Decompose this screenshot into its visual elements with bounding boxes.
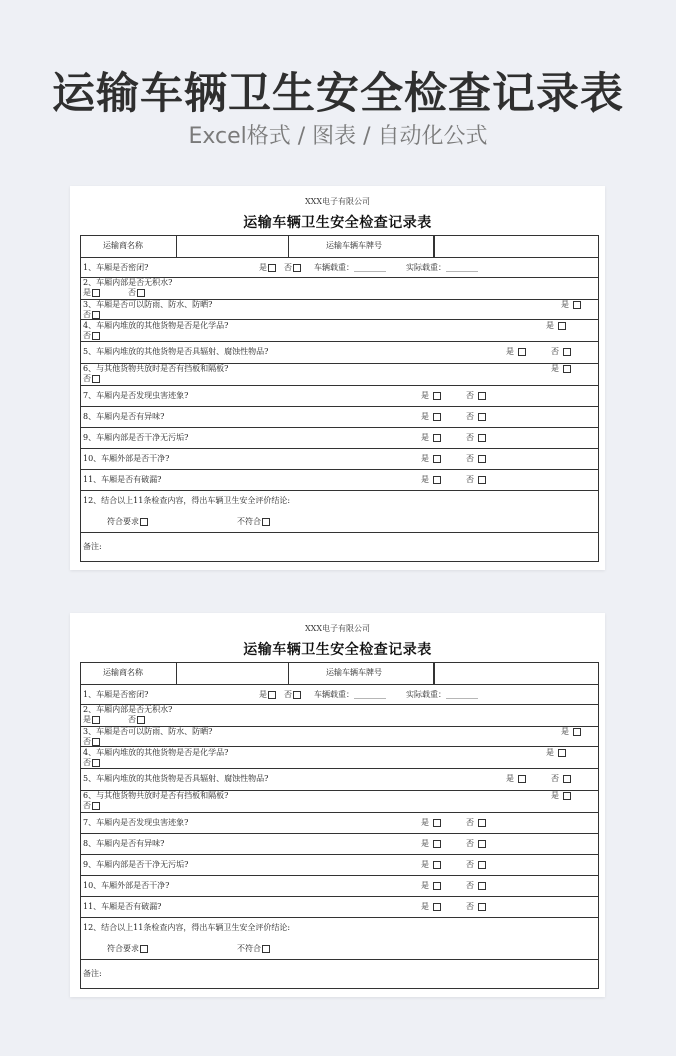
- carrier-label: 运输商名称: [103, 241, 143, 250]
- plate-label: 运输车辆车牌号: [326, 668, 382, 677]
- inspection-table: [80, 662, 599, 989]
- q11-no[interactable]: [466, 902, 486, 912]
- question-5: 5、车厢内堆放的其他货物是否具辐射、腐蚀性物品?: [83, 347, 269, 356]
- page-title: 运输车辆卫生安全检查记录表: [52, 69, 624, 119]
- question-1: 1、车厢是否密闭?: [83, 263, 149, 272]
- no-label: 否: [466, 881, 474, 890]
- question-11: 11、车厢是否有破漏?: [83, 475, 162, 484]
- q11-yes[interactable]: [421, 902, 441, 912]
- no-label: 否: [466, 433, 474, 442]
- question-6: 6、与其他货物共放时是否有挡板和隔板?: [83, 791, 229, 800]
- q8-yes[interactable]: [421, 839, 441, 849]
- q3-yes[interactable]: [561, 727, 581, 737]
- checkbox[interactable]: [478, 476, 486, 484]
- load-field[interactable]: 车辆载重：________: [314, 263, 386, 272]
- checkbox[interactable]: [433, 455, 441, 463]
- question-8: 8、车厢内是否有异味?: [83, 412, 165, 421]
- no-label: 否: [466, 412, 474, 421]
- not-meets-option[interactable]: [237, 944, 270, 954]
- question-12: 12、结合以上11条检查内容，得出车辆卫生安全评价结论:: [83, 923, 291, 932]
- q3-no[interactable]: [83, 310, 100, 320]
- yes-label: 是: [421, 391, 429, 400]
- question-3: 3、车厢是否可以防雨、防水、防晒?: [83, 727, 213, 736]
- plate-label: 运输车辆车牌号: [326, 241, 382, 250]
- checkbox[interactable]: [92, 311, 100, 319]
- yes-label: 是: [506, 347, 514, 356]
- q4-yes[interactable]: [546, 748, 566, 758]
- checkbox[interactable]: [478, 861, 486, 869]
- not-meets-option[interactable]: [237, 517, 270, 527]
- q6-yes[interactable]: [551, 364, 571, 374]
- q4-no[interactable]: [83, 331, 100, 341]
- question-11: 11、车厢是否有破漏?: [83, 902, 162, 911]
- checkbox[interactable]: [563, 348, 571, 356]
- checkbox[interactable]: [478, 455, 486, 463]
- question-4: 4、车厢内堆放的其他货物是否是化学品?: [83, 321, 229, 330]
- checkbox[interactable]: [140, 945, 148, 953]
- q2-no[interactable]: [128, 288, 145, 298]
- no-label: 否: [466, 391, 474, 400]
- checkbox[interactable]: [478, 903, 486, 911]
- q4-yes[interactable]: [546, 321, 566, 331]
- checkbox[interactable]: [92, 802, 100, 810]
- meets-option[interactable]: [107, 517, 148, 527]
- no-label: 否: [551, 347, 559, 356]
- checkbox[interactable]: [478, 434, 486, 442]
- question-7: 7、车厢内是否发现虫害迹象?: [83, 818, 189, 827]
- yes-label: 是: [546, 748, 554, 757]
- question-3: 3、车厢是否可以防雨、防水、防晒?: [83, 300, 213, 309]
- checkbox[interactable]: [262, 518, 270, 526]
- inspection-table: [80, 235, 599, 562]
- checkbox[interactable]: [563, 775, 571, 783]
- question-9: 9、车厢内部是否干净无污垢?: [83, 860, 189, 869]
- meets-label: 符合要求: [107, 944, 139, 953]
- no-label: 否: [466, 454, 474, 463]
- q2-yes[interactable]: [83, 288, 100, 298]
- yes-label: 是: [421, 475, 429, 484]
- q11-no[interactable]: [466, 475, 486, 485]
- q3-yes[interactable]: [561, 300, 581, 310]
- checkbox[interactable]: [92, 759, 100, 767]
- checkbox[interactable]: [558, 322, 566, 330]
- actual-load-field[interactable]: 实际载重：________: [406, 690, 478, 699]
- checkbox[interactable]: [563, 365, 571, 373]
- carrier-label: 运输商名称: [103, 668, 143, 677]
- question-12: 12、结合以上11条检查内容，得出车辆卫生安全评价结论:: [83, 496, 291, 505]
- remarks-label: 备注:: [83, 969, 102, 978]
- checkbox[interactable]: [558, 749, 566, 757]
- q10-yes[interactable]: [421, 454, 441, 464]
- checkbox[interactable]: [433, 392, 441, 400]
- q4-no[interactable]: [83, 758, 100, 768]
- yes-label: 是: [551, 791, 559, 800]
- page-subtitle: Excel格式 / 图表 / 自动化公式: [188, 124, 488, 149]
- meets-option[interactable]: [107, 944, 148, 954]
- checkbox[interactable]: [478, 413, 486, 421]
- checkbox[interactable]: [433, 476, 441, 484]
- no-label: 否: [284, 690, 292, 699]
- q7-yes[interactable]: [421, 391, 441, 401]
- checkbox[interactable]: [137, 716, 145, 724]
- checkbox[interactable]: [268, 691, 276, 699]
- form-title: 运输车辆卫生安全检查记录表: [243, 215, 432, 231]
- checkbox[interactable]: [92, 289, 100, 297]
- q6-yes[interactable]: [551, 791, 571, 801]
- q1-yes[interactable]: [259, 263, 276, 273]
- no-label: 否: [466, 860, 474, 869]
- company-name: XXX电子有限公司: [304, 197, 371, 206]
- yes-label: 是: [421, 839, 429, 848]
- no-label: 否: [466, 818, 474, 827]
- question-9: 9、车厢内部是否干净无污垢?: [83, 433, 189, 442]
- question-10: 10、车厢外部是否干净?: [83, 454, 170, 463]
- no-label: 否: [466, 475, 474, 484]
- no-label: 否: [466, 902, 474, 911]
- not-meets-label: 不符合: [237, 944, 261, 953]
- yes-label: 是: [83, 715, 91, 724]
- q5-yes[interactable]: [506, 774, 526, 784]
- q10-no[interactable]: [466, 454, 486, 464]
- checkbox[interactable]: [268, 264, 276, 272]
- q8-yes[interactable]: [421, 412, 441, 422]
- load-field[interactable]: 车辆载重：________: [314, 690, 386, 699]
- yes-label: 是: [421, 902, 429, 911]
- question-5: 5、车厢内堆放的其他货物是否具辐射、腐蚀性物品?: [83, 774, 269, 783]
- yes-label: 是: [561, 300, 569, 309]
- yes-label: 是: [421, 433, 429, 442]
- q3-no[interactable]: [83, 737, 100, 747]
- q11-yes[interactable]: [421, 475, 441, 485]
- question-8: 8、车厢内是否有异味?: [83, 839, 165, 848]
- yes-label: 是: [421, 818, 429, 827]
- q6-no[interactable]: [83, 374, 100, 384]
- checkbox[interactable]: [140, 518, 148, 526]
- q9-no[interactable]: [466, 433, 486, 443]
- yes-label: 是: [561, 727, 569, 736]
- not-meets-label: 不符合: [237, 517, 261, 526]
- yes-label: 是: [421, 412, 429, 421]
- q2-yes[interactable]: [83, 715, 100, 725]
- checkbox[interactable]: [433, 413, 441, 421]
- q7-no[interactable]: [466, 391, 486, 401]
- checkbox[interactable]: [478, 882, 486, 890]
- checkbox[interactable]: [92, 738, 100, 746]
- checkbox[interactable]: [433, 903, 441, 911]
- checkbox[interactable]: [518, 775, 526, 783]
- company-name: XXX电子有限公司: [304, 624, 371, 633]
- yes-label: 是: [551, 364, 559, 373]
- checkbox[interactable]: [433, 434, 441, 442]
- q1-yes[interactable]: [259, 690, 276, 700]
- checkbox[interactable]: [137, 289, 145, 297]
- yes-label: 是: [546, 321, 554, 330]
- yes-label: 是: [259, 263, 267, 272]
- checkbox[interactable]: [293, 264, 301, 272]
- no-label: 否: [83, 801, 91, 810]
- checkbox[interactable]: [433, 840, 441, 848]
- q5-yes[interactable]: [506, 347, 526, 357]
- actual-load-field[interactable]: 实际载重：________: [406, 263, 478, 272]
- yes-label: 是: [421, 860, 429, 869]
- no-label: 否: [83, 758, 91, 767]
- checkbox[interactable]: [573, 728, 581, 736]
- question-10: 10、车厢外部是否干净?: [83, 881, 170, 890]
- yes-label: 是: [421, 881, 429, 890]
- q5-no[interactable]: [551, 347, 571, 357]
- checkbox[interactable]: [433, 882, 441, 890]
- no-label: 否: [128, 715, 136, 724]
- q7-no[interactable]: [466, 818, 486, 828]
- checkbox[interactable]: [293, 691, 301, 699]
- question-7: 7、车厢内是否发现虫害迹象?: [83, 391, 189, 400]
- q10-yes[interactable]: [421, 881, 441, 891]
- checkbox[interactable]: [262, 945, 270, 953]
- checkbox[interactable]: [92, 332, 100, 340]
- no-label: 否: [128, 288, 136, 297]
- q5-no[interactable]: [551, 774, 571, 784]
- form-title: 运输车辆卫生安全检查记录表: [243, 642, 432, 658]
- checkbox[interactable]: [433, 819, 441, 827]
- yes-label: 是: [421, 454, 429, 463]
- checkbox[interactable]: [92, 375, 100, 383]
- yes-label: 是: [506, 774, 514, 783]
- no-label: 否: [83, 737, 91, 746]
- checkbox[interactable]: [478, 840, 486, 848]
- no-label: 否: [551, 774, 559, 783]
- checkbox[interactable]: [573, 301, 581, 309]
- yes-label: 是: [259, 690, 267, 699]
- q1-no[interactable]: [284, 263, 301, 273]
- q9-no[interactable]: [466, 860, 486, 870]
- remarks-label: 备注:: [83, 542, 102, 551]
- form-sheet-1: [70, 186, 605, 570]
- no-label: 否: [83, 374, 91, 383]
- yes-label: 是: [83, 288, 91, 297]
- checkbox[interactable]: [92, 716, 100, 724]
- form-sheet-2: [70, 613, 605, 997]
- no-label: 否: [466, 839, 474, 848]
- q8-no[interactable]: [466, 839, 486, 849]
- q7-yes[interactable]: [421, 818, 441, 828]
- q6-no[interactable]: [83, 801, 100, 811]
- q9-yes[interactable]: [421, 433, 441, 443]
- q9-yes[interactable]: [421, 860, 441, 870]
- question-2: 2、车厢内部是否无积水?: [83, 705, 173, 714]
- question-4: 4、车厢内堆放的其他货物是否是化学品?: [83, 748, 229, 757]
- checkbox[interactable]: [433, 861, 441, 869]
- checkbox[interactable]: [478, 392, 486, 400]
- q2-no[interactable]: [128, 715, 145, 725]
- no-label: 否: [284, 263, 292, 272]
- q1-no[interactable]: [284, 690, 301, 700]
- q8-no[interactable]: [466, 412, 486, 422]
- no-label: 否: [83, 310, 91, 319]
- question-6: 6、与其他货物共放时是否有挡板和隔板?: [83, 364, 229, 373]
- no-label: 否: [83, 331, 91, 340]
- question-2: 2、车厢内部是否无积水?: [83, 278, 173, 287]
- question-1: 1、车厢是否密闭?: [83, 690, 149, 699]
- meets-label: 符合要求: [107, 517, 139, 526]
- checkbox[interactable]: [518, 348, 526, 356]
- q10-no[interactable]: [466, 881, 486, 891]
- checkbox[interactable]: [478, 819, 486, 827]
- checkbox[interactable]: [563, 792, 571, 800]
